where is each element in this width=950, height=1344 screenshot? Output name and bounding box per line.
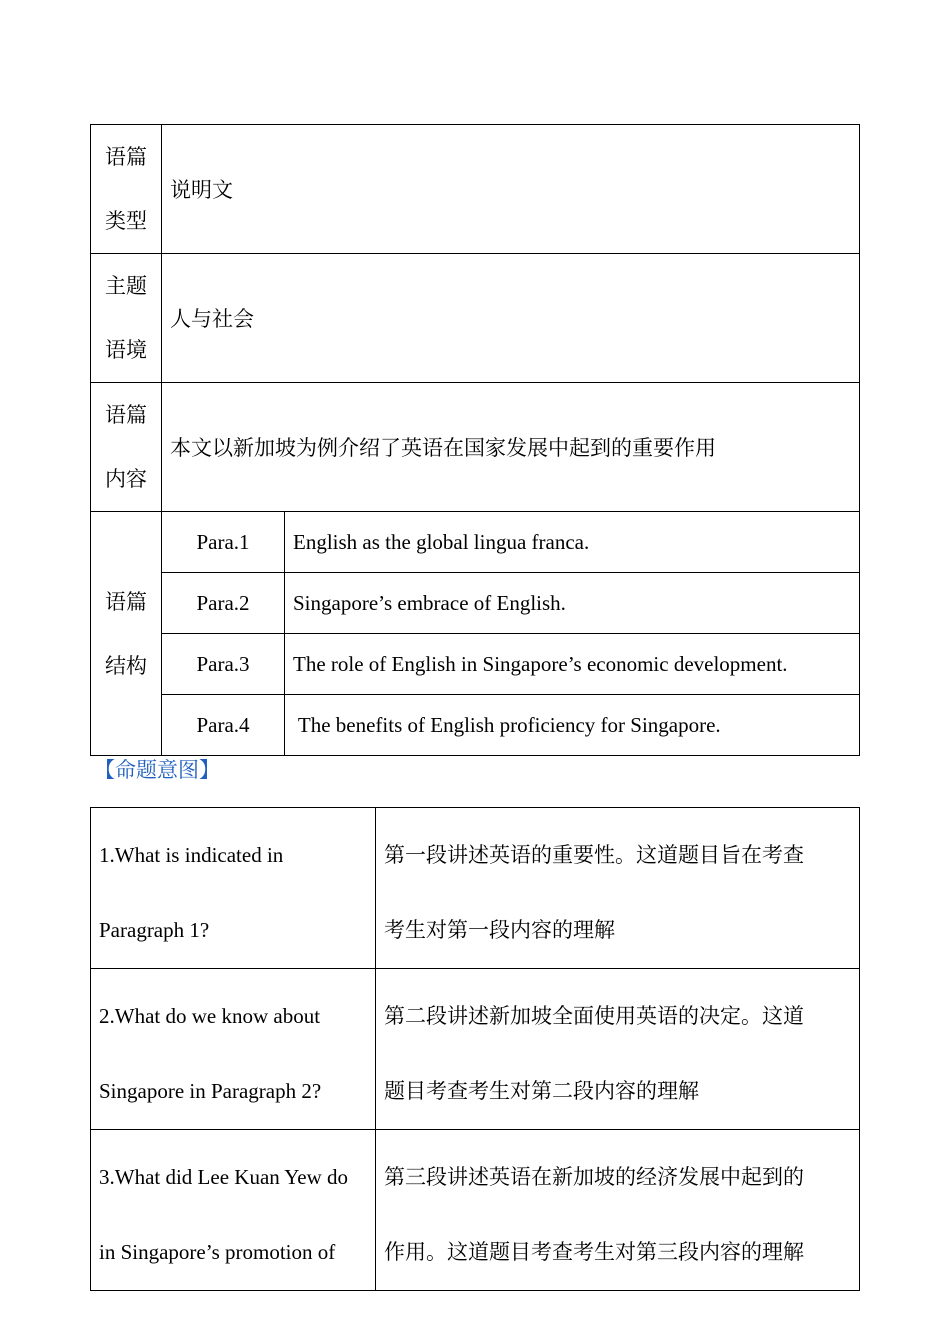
para-desc: The role of English in Singapore’s economic development.: [285, 634, 860, 695]
content-row: [91, 383, 860, 512]
question-cell: 2.What do we know about Singapore in Paragraph 2?: [91, 969, 376, 1130]
para-name: Para.4: [162, 695, 285, 756]
question-intent-table: [90, 807, 860, 1291]
question-cell: 3.What did Lee Kuan Yew do in Singapore’s promotion of: [91, 1130, 376, 1291]
genre-value: 说明文: [162, 125, 860, 254]
question-cell: 1.What is indicated in Paragraph 1?: [91, 808, 376, 969]
intent-cell: 第一段讲述英语的重要性。这道题目旨在考查 考生对第一段内容的理解: [376, 808, 860, 969]
structure-row: [91, 573, 860, 634]
content-label: 语篇 内容: [91, 383, 162, 512]
theme-value: 人与社会: [162, 254, 860, 383]
intent-heading: 【命题意图】: [94, 758, 220, 782]
para-name: Para.3: [162, 634, 285, 695]
para-name: Para.1: [162, 512, 285, 573]
structure-row: [91, 634, 860, 695]
passage-info-table: [90, 124, 860, 756]
theme-label: 主题 语境: [91, 254, 162, 383]
structure-label: 语篇 结构: [91, 512, 162, 756]
para-desc: The benefits of English proficiency for Singapore.: [285, 695, 860, 756]
intent-row: [91, 808, 860, 969]
intent-cell: 第二段讲述新加坡全面使用英语的决定。这道 题目考查考生对第二段内容的理解: [376, 969, 860, 1130]
genre-label: 语篇 类型: [91, 125, 162, 254]
para-desc: Singapore’s embrace of English.: [285, 573, 860, 634]
para-name: Para.2: [162, 573, 285, 634]
content-value: 本文以新加坡为例介绍了英语在国家发展中起到的重要作用: [162, 383, 860, 512]
para-desc: English as the global lingua franca.: [285, 512, 860, 573]
intent-row: [91, 969, 860, 1130]
genre-row: [91, 125, 860, 254]
theme-row: [91, 254, 860, 383]
intent-cell: 第三段讲述英语在新加坡的经济发展中起到的 作用。这道题目考查考生对第三段内容的理解: [376, 1130, 860, 1291]
structure-row: [91, 695, 860, 756]
structure-row: [91, 512, 860, 573]
intent-row: [91, 1130, 860, 1291]
